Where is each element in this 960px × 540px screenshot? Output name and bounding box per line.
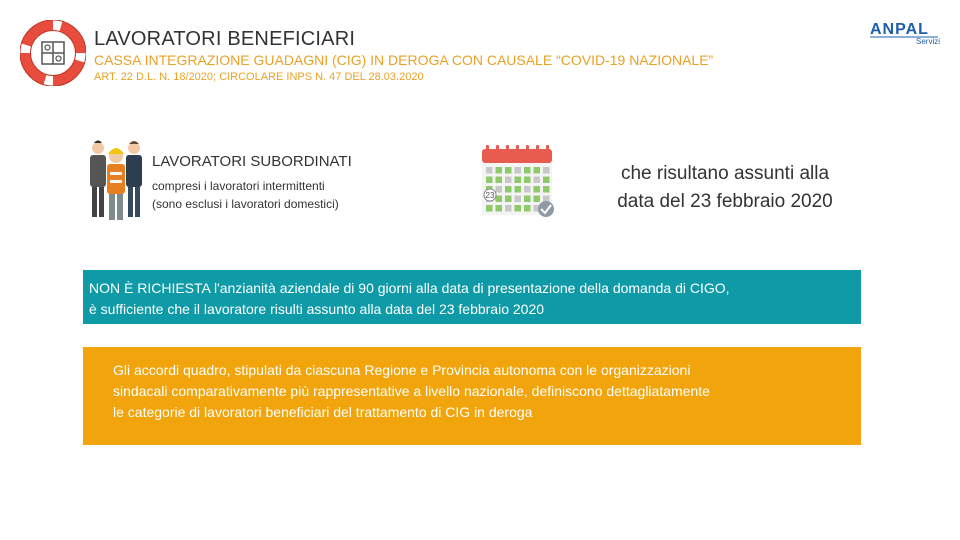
workers-excluded-note: (sono esclusi i lavoratori domestici) [152, 197, 339, 211]
seniority-notice-box [83, 270, 861, 324]
calendar-day-cell [524, 196, 531, 203]
anpal-logo-icon [868, 18, 944, 46]
agreements-line-2: sindacali comparativamente più rappresentative a livello nazionale, definiscono dettagliatamente [113, 383, 710, 399]
calendar-day-cell [515, 186, 522, 193]
calendar-day-cell [496, 196, 503, 203]
legal-reference: ART. 22 D.L. N. 18/2020; CIRCOLARE INPS N. 47 DEL 28.03.2020 [94, 71, 424, 83]
agreements-line-3: le categorie di lavoratori beneficiari del trattamento di CIG in deroga [113, 404, 533, 420]
calendar-day-cell [524, 177, 531, 184]
workers-included-note: compresi i lavoratori intermittenti [152, 179, 325, 193]
calendar-day-cell [543, 177, 550, 184]
calendar-day-cell [496, 205, 503, 212]
calendar-day-label: 23 [485, 191, 495, 200]
framework-agreements-box [83, 347, 861, 445]
calendar-day-cell [515, 196, 522, 203]
workers-title: LAVORATORI SUBORDINATI [152, 153, 352, 170]
calendar-day-cell [486, 167, 493, 174]
calendar-day-cell [505, 177, 512, 184]
calendar-icon [478, 145, 568, 220]
workers-icon [84, 134, 150, 224]
notice-line-2: è sufficiente che il lavoratore risulti assunto alla data del 23 febbraio 2020 [89, 301, 545, 317]
calendar-day-cell [534, 177, 541, 184]
lifebuoy-icon [20, 20, 86, 86]
calendar-day-cell [543, 186, 550, 193]
notice-line-1: NON È RICHIESTA l'anzianità aziendale di 90 giorni alla data di presentazione della domanda di CIGO, [89, 280, 730, 296]
calendar-day-cell [515, 177, 522, 184]
calendar-day-cell [496, 186, 503, 193]
calendar-day-cell [505, 205, 512, 212]
calendar-day-cell [524, 205, 531, 212]
calendar-day-cell [524, 186, 531, 193]
calendar-day-cell [505, 196, 512, 203]
calendar-day-cell [515, 205, 522, 212]
anpal-logo-subtext: Servizi [916, 37, 941, 46]
anpal-logo-text: ANPAL [870, 21, 929, 38]
calendar-day-cell [534, 196, 541, 203]
hired-line-1: che risultano assunti alla [620, 163, 830, 184]
anpal-logo [868, 18, 944, 46]
page-title: LAVORATORI BENEFICIARI [94, 28, 356, 50]
page-subtitle: CASSA INTEGRAZIONE GUADAGNI (CIG) IN DEROGA CON CAUSALE “COVID-19 NAZIONALE” [94, 52, 714, 68]
calendar-day-cell [505, 167, 512, 174]
calendar-day-cell [543, 167, 550, 174]
calendar-day-cell [534, 167, 541, 174]
agreements-line-1: Gli accordi quadro, stipulati da ciascuna Regione e Provincia autonoma con le organizzazioni [113, 362, 691, 378]
calendar-day-cell [524, 167, 531, 174]
hired-line-2: data del 23 febbraio 2020 [617, 191, 833, 212]
calendar-day-cell [534, 186, 541, 193]
calendar-day-cell [486, 177, 493, 184]
calendar-day-cell [515, 167, 522, 174]
hired-date-statement [585, 160, 865, 216]
calendar-day-cell [486, 205, 493, 212]
calendar-day-cell [505, 186, 512, 193]
calendar-day-cell [496, 177, 503, 184]
calendar-day-cell [496, 167, 503, 174]
